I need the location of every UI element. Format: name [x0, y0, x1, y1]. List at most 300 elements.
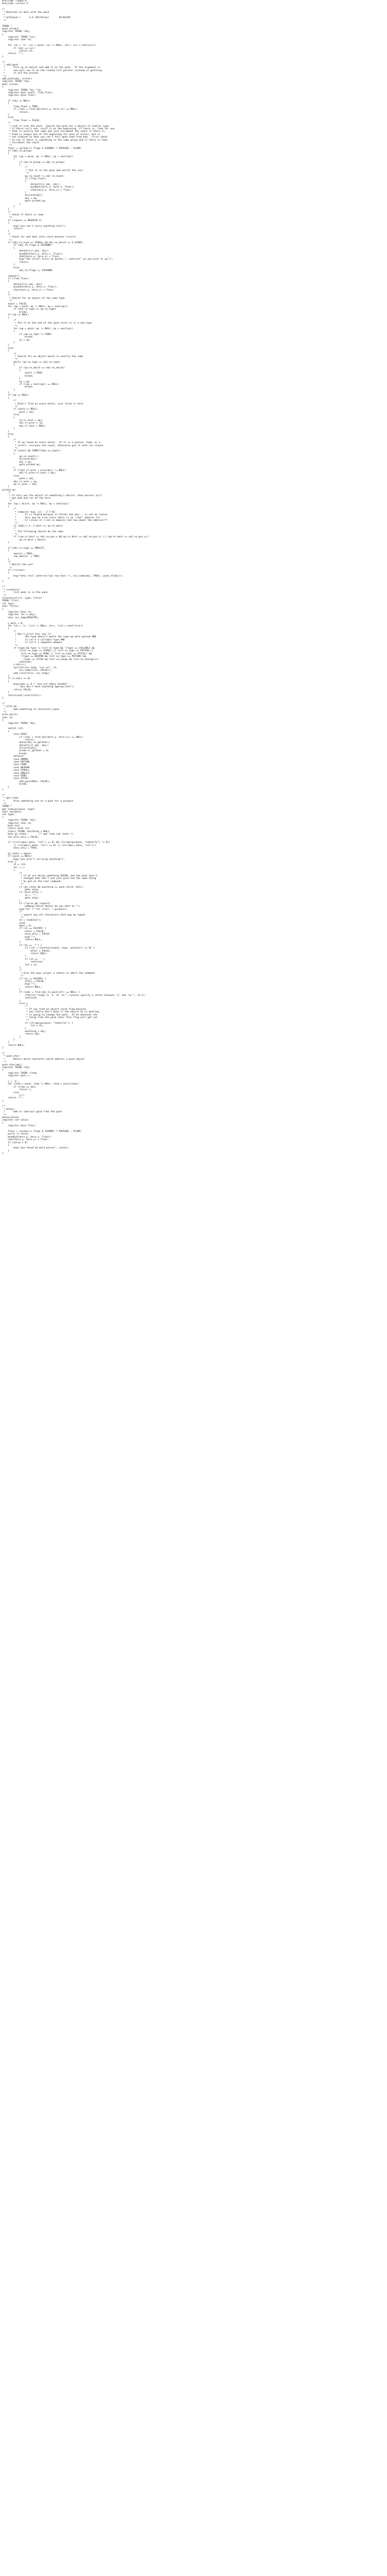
code-line: }	[2, 208, 9, 211]
code-line: skip:	[2, 922, 27, 925]
code-line: if ((ch = inventory(pack, type, purpose)) == 0) {	[2, 947, 95, 950]
code-line: ifterse("range is 'a' to '%c'","please specify a letter between 'a' and '%c'", ch-1);	[2, 994, 146, 997]
code-line: exact = FALSE;	[2, 302, 28, 306]
code-line: * Pick something out of a pack for a purpose	[2, 800, 74, 803]
code-line: * you really don't know if the object he is getting	[2, 1011, 99, 1014]
code-line: else	[2, 474, 20, 478]
code-line: byte och;	[2, 825, 21, 828]
code-line: /*	[2, 528, 16, 531]
code-line: }	[2, 230, 9, 233]
code-line: default:	[2, 755, 25, 758]
code-line: else	[2, 347, 14, 350]
code-line: }	[2, 1041, 9, 1044]
code-line: register byte c;	[2, 1075, 31, 1078]
code-line: register THING *cur;	[2, 36, 37, 39]
code-line: c++;	[2, 1094, 25, 1097]
code-line: * pick_up:	[2, 705, 18, 708]
code-line: * it off the ground.	[2, 72, 39, 75]
code-line: * is going to change the pack. If he detaches the	[2, 1013, 98, 1016]
code-line: * inventory:	[2, 588, 21, 591]
code-line: int type;	[2, 602, 15, 605]
code-line: /*	[2, 1053, 5, 1056]
code-line: if (exact && ISMULT(obj->o_type))	[2, 450, 61, 453]
code-line: */	[2, 19, 7, 22]
code-line: addmsg("which object do you want to ");	[2, 905, 81, 908]
code-line: wasthing = obj;	[2, 1030, 46, 1033]
code-line: sprintf(inv_temp, "%c) %s", ch,	[2, 666, 58, 669]
code-line: */	[2, 975, 24, 978]
code-line: get_item(purpose, type)	[2, 808, 35, 811]
code-line: msg("");	[2, 983, 37, 986]
code-line: THING *	[2, 805, 12, 808]
code-line: */	[2, 239, 12, 242]
code-line: * If we found an exact match. If it is a potion, food, or a	[2, 442, 100, 445]
code-line: * Check for and deal with scare monster scrolls	[2, 236, 76, 239]
code-line: * Notify the user	[2, 564, 33, 567]
code-line: /*	[2, 1105, 5, 1108]
code-line: pack = obj;	[2, 478, 35, 481]
code-line: register char ch;	[2, 822, 32, 825]
code-line: ch = lch;	[2, 863, 27, 867]
code-line: /*	[2, 319, 16, 322]
code-line: {	[2, 680, 9, 683]
code-line: }	[2, 392, 9, 395]
code-line: */	[2, 644, 18, 647]
code-line: return NULL;	[2, 986, 42, 989]
code-line: {	[2, 397, 9, 400]
code-line: list->o_type == RING || list->o_type == STICK)) &&	[2, 652, 92, 655]
code-line: register THING *op, *lp;	[2, 89, 42, 92]
code-line: gi_state = again;	[2, 852, 32, 855]
code-line: /*	[2, 1005, 28, 1008]
code-line: for (op = mlist; op != NULL; op = next(op))	[2, 502, 69, 505]
code-line: if (obj->o_type == AMULET)	[2, 547, 45, 550]
code-line: if ((obj = find_obj(hero.y, hero.x)) == NULL)	[2, 736, 83, 739]
code-line: * compiler bug: jjl - 2-7-83	[2, 511, 55, 514]
code-line: }	[2, 264, 15, 267]
code-line: }	[2, 1149, 9, 1153]
code-line: */	[2, 533, 18, 536]
code-line: }	[2, 999, 21, 1003]
code-line: pack = obj;	[2, 411, 35, 414]
code-line: msg("you found %d gold pieces", value);	[2, 1147, 69, 1150]
code-line: {	[2, 1144, 9, 1147]
code-line: }	[2, 202, 21, 206]
code-line: register byte ch;	[2, 611, 32, 614]
code-line: }	[2, 1153, 4, 1156]
code-line: /*	[2, 294, 11, 297]
code-line: * he got on the last command.	[2, 880, 62, 883]
code-line: #include "rogue.h"	[2, 0, 28, 3]
code-line: mvaddch(hero.y, hero.x, floor);	[2, 1136, 52, 1139]
code-line: char ch;	[2, 716, 14, 719]
code-line: }	[2, 1039, 15, 1042]
code-line: * changed then don't ask just give him the same thing	[2, 877, 96, 880]
code-line: * @(#)pack.c 3.6 (Berkeley) 81/04/04	[2, 16, 71, 20]
code-line: /*	[2, 438, 16, 442]
code-line: for (item = pack; item != NULL; item = next(item))	[2, 1083, 79, 1086]
code-line: goto picked_up;	[2, 200, 46, 203]
code-line: /*	[2, 872, 22, 875]
code-line: register byte floor;	[2, 1125, 37, 1128]
code-line: if (ch == ' ')	[2, 958, 45, 961]
code-line: }	[2, 989, 21, 992]
code-line: {	[2, 316, 9, 319]
code-line: * Put it in the pack and notify the user	[2, 169, 83, 172]
code-line: * The following should do the same	[2, 530, 63, 533]
code-line: case ARMOR:	[2, 758, 29, 761]
code-line: int once_only = FALSE;	[2, 836, 39, 839]
code-line: return;	[2, 738, 35, 741]
code-line: * Return which character would address a pack object	[2, 1058, 85, 1061]
code-line: || (strcmp(s_menu, "on") == 0) || (strcmp(s_menu, "sel")))	[2, 844, 96, 847]
code-line: if (op->o_which == obj->o_which)	[2, 366, 65, 369]
code-line: after = FALSE;	[2, 930, 45, 933]
code-line: continue;	[2, 660, 32, 664]
code-line: }	[2, 1036, 21, 1039]
code-line: add_pack(obj, silent)	[2, 77, 32, 80]
code-line: for (op = pack; op != NULL; op = next(op))	[2, 305, 68, 308]
code-line: }	[2, 955, 27, 958]
code-line: once_only = TRUE;	[2, 847, 38, 850]
code-line: lp = op;	[2, 338, 31, 342]
code-line: */	[2, 711, 7, 714]
code-line: return NULL;	[2, 1044, 25, 1047]
code-line: add_pack(NULL, FALSE);	[2, 780, 51, 783]
code-line: */	[2, 916, 24, 919]
code-line: {	[2, 608, 4, 611]
code-line: THING *	[2, 25, 12, 28]
code-line: */	[2, 1061, 7, 1064]
code-line: register byte floor;	[2, 94, 37, 97]
code-line: exact = TRUE;	[2, 372, 44, 375]
code-line: once_only = FALSE;	[2, 933, 51, 936]
code-line: if (gi_state && wasthing == pack_ch(ch, 0ch))	[2, 886, 83, 889]
code-line: */	[2, 1113, 7, 1116]
code-line: floor = (proom->r_flags & ISGONE) ? PASSAGE : FLOOR;	[2, 147, 82, 150]
code-line: * this may be true since there is no "real" address for	[2, 516, 100, 519]
code-line: {	[2, 730, 9, 733]
code-line: * increment the count.	[2, 141, 41, 144]
code-line: detach(lvl_obj, obj);	[2, 283, 44, 286]
code-line: * add_pack:	[2, 63, 20, 66]
code-line: */	[2, 405, 18, 409]
code-line: register THING *obj;	[2, 30, 31, 33]
code-line: }	[2, 205, 15, 208]
code-line: {	[2, 180, 27, 183]
code-line: if (ch == ESCAPE) {	[2, 977, 46, 980]
code-line: {	[2, 33, 4, 36]
code-line: /*	[2, 630, 16, 633]
code-line: * it (since it's not in memory) but how about the address???	[2, 519, 108, 522]
code-line: return(end_line(title));	[2, 694, 42, 697]
code-line: if (obj->o_type == op->o_type)	[2, 308, 57, 311]
code-line: }	[2, 788, 4, 791]
code-line: if (from_floor)	[2, 178, 46, 180]
code-line: saw_amulet = TRUE;	[2, 555, 41, 558]
code-line: char *purpose;	[2, 811, 22, 814]
code-line: after = FALSE;	[2, 980, 45, 983]
code-line: if (op == NULL)	[2, 394, 29, 397]
code-line: if (obj->o_group)	[2, 150, 32, 153]
code-line: if ((obj = find_obj(hero.y, hero.x)) == NULL)	[2, 108, 78, 111]
code-line: }	[2, 786, 9, 789]
code-line: * the type doesn't match the type we were passed AND	[2, 636, 96, 639]
code-line: if (!silent)	[2, 569, 25, 572]
code-line: continue;	[2, 997, 38, 1000]
code-line: if (item == obj)	[2, 1086, 37, 1089]
code-line: * Didn't find an exact match, just stick it here	[2, 402, 83, 405]
code-line: op->o_count++;	[2, 455, 39, 459]
code-line: chat(hero.y, hero.x) = floor;	[2, 255, 61, 258]
code-line: break;	[2, 375, 33, 378]
code-line: if ((obj = find_obj_in_pack(ch)) == NULL) {	[2, 991, 81, 994]
code-line: * get mad and run at the hero	[2, 497, 51, 500]
code-line: {	[2, 719, 4, 722]
code-line: op->l_prev = obj;	[2, 483, 38, 486]
code-line: static THING *wasthing = NULL;	[2, 830, 51, 833]
code-line: msg("you can't carry anything else");	[2, 225, 66, 228]
code-line: lch = ch;	[2, 963, 38, 967]
code-line: pack_ch(obj)	[2, 27, 20, 30]
code-line: for (op = pack; op != NULL; op = next(op))	[2, 328, 74, 331]
code-line: {	[2, 436, 9, 439]
code-line: {	[2, 164, 21, 167]
code-line: /*	[2, 911, 22, 914]
code-line: }	[2, 1099, 4, 1103]
code-line: case RING:	[2, 774, 28, 777]
code-line: static byte lch;	[2, 827, 31, 831]
code-line: {	[2, 452, 15, 455]
code-line: if (obj == NULL)	[2, 100, 31, 103]
code-line: }	[2, 378, 21, 381]
code-line: */	[2, 566, 12, 569]
source-code-listing	[2, 0, 387, 1156]
code-line: break;	[2, 783, 28, 786]
code-line: */	[2, 358, 18, 361]
code-line: else	[2, 414, 20, 417]
code-line: * Add something to characters pack.	[2, 708, 61, 711]
code-line: ch = readchar();	[2, 919, 42, 922]
code-line: return '?';	[2, 53, 24, 56]
code-line: }	[2, 691, 9, 694]
code-line: ch = '*';	[2, 894, 38, 897]
code-line: {	[2, 247, 15, 250]
code-line: picked_up:	[2, 488, 16, 492]
code-line: case STICK:	[2, 777, 29, 781]
code-line: * Link it into the pack. Search the pack for a object of similar type	[2, 125, 109, 128]
code-line: after = FALSE;	[2, 950, 51, 953]
code-line: msg("the scroll turns to dust%s.", noterse(" as you pick it up"));	[2, 258, 113, 261]
code-line: * not ordered so that you can't tell good food from bad. First check	[2, 136, 108, 139]
code-line: msg("%s? (* for list): ",purpose);	[2, 908, 68, 911]
code-line: * Don't print this one if:	[2, 633, 52, 636]
code-line: mvaddch(hero.y, hero.x, floor);	[2, 286, 58, 289]
code-line: floor = (proom->r_flags & ISGONE) ? PASSAGE : FLOOR;	[2, 1130, 82, 1133]
code-line: obj->o_flags |= ISFOUND;	[2, 269, 54, 272]
code-line: lch = ch;	[2, 1025, 44, 1028]
code-line: discard(obj);	[2, 458, 38, 461]
code-line: if (pack == NULL)	[2, 855, 32, 858]
code-line: return;	[2, 228, 24, 231]
code-line: * Search for an object of the same type	[2, 297, 65, 300]
code-line: case FOOD:	[2, 764, 28, 767]
code-line: chat(hero.y, hero.x) = floor;	[2, 189, 72, 192]
code-line: }	[2, 292, 9, 295]
code-line: obj->l_next = NULL;	[2, 425, 46, 428]
code-line: if (type && type != list->o_type && !(type == CALLABLE &&	[2, 647, 95, 650]
code-line: }	[2, 430, 9, 433]
code-line: obj = op;	[2, 461, 32, 464]
code-line: register int n_objs;	[2, 614, 37, 617]
code-line: return NULL;	[2, 952, 48, 955]
code-line: inpack++;	[2, 275, 21, 278]
code-line: proom->r_goldval = 0;	[2, 750, 49, 753]
code-line: {	[2, 152, 9, 156]
code-line: * Give the poor player a chance to abort the command	[2, 972, 95, 975]
code-line: * Search for an object which is exactly the same	[2, 355, 83, 358]
code-line: */	[2, 1019, 29, 1022]
code-line: /*	[2, 969, 22, 972]
code-line: * It is stupid because it thinks the obj... is not an lvalue	[2, 514, 108, 517]
code-line: op->o_count += obj->o_count;	[2, 175, 65, 178]
code-line: char inv_temp[MAXSTR];	[2, 616, 39, 619]
code-line: if (pack == NULL)	[2, 408, 38, 411]
code-line: {	[2, 350, 9, 353]
code-line: }	[2, 541, 9, 545]
code-line: */	[2, 522, 18, 525]
code-line: * ignore any alt characters that may be typed	[2, 913, 85, 917]
code-line: if (obj->o_flags & ISFOUND)	[2, 244, 52, 247]
code-line: if (from_floor)	[2, 278, 29, 281]
code-line: */	[2, 883, 24, 886]
code-line: if (op->o_group == obj->o_group)	[2, 161, 65, 164]
code-line: pick_up(ch)	[2, 714, 18, 717]
code-line: purse += value;	[2, 1133, 29, 1136]
code-line: {	[2, 869, 15, 872]
code-line: !(type == WEAPON && list->o_type == POTION) &&	[2, 655, 86, 658]
code-line: mvaddch(hero.y, hero.x, floor);	[2, 186, 75, 189]
code-line: /*	[2, 492, 11, 495]
code-line: {	[2, 280, 9, 283]
code-line: register bool exact, from_floor;	[2, 91, 54, 94]
code-line: if (op->o_type != FOOD)	[2, 333, 52, 336]
code-line: detach(lvl_obj, obj);	[2, 250, 49, 253]
code-line: obj->l_prev = lp;	[2, 422, 44, 425]
code-line: * money:	[2, 1108, 15, 1111]
code-line: goto picked_up;	[2, 464, 41, 467]
code-line: if (obj->o_type == SCROLL && obj->o_which == S_SCARE)	[2, 241, 83, 244]
code-line: * list what is in the pack	[2, 591, 48, 595]
code-line: {	[2, 572, 9, 575]
code-line: else	[2, 433, 14, 436]
code-line: * Put it at the end of the pack since it is a new type	[2, 322, 92, 325]
code-line: register THING *obj;	[2, 819, 37, 822]
code-line: }	[2, 388, 15, 392]
code-line: * if we are doing something AGAIN, and the pack hasn't	[2, 875, 98, 878]
code-line: op->t_dest = &hero;	[2, 538, 46, 541]
code-line: }	[2, 55, 4, 58]
code-line: mvaddch(hero.y, hero.x, floor);	[2, 252, 63, 256]
code-line: obj->l_next = op;	[2, 480, 38, 483]
code-line: char *title;	[2, 605, 20, 608]
code-line: * it isn't a callable type AND	[2, 638, 65, 641]
code-line: * if there isn't one, stuff it at the beginning, if there is, look for one	[2, 127, 115, 130]
code-line: }	[2, 486, 9, 489]
code-line: * Add or subtract gold from the pack	[2, 1111, 62, 1114]
code-line: case SCROLL:	[2, 769, 31, 772]
code-line: chat(hero.y, hero.x) = floor;	[2, 289, 55, 292]
code-line: */	[2, 75, 7, 78]
code-line: msg("%s%s (%c)",noterse("you now have "), inv_name(obj, TRUE), pack_ch(obj));	[2, 574, 124, 578]
code-line: /*	[2, 586, 5, 589]
code-line: {	[2, 1069, 4, 1072]
code-line: msg("you aren't carrying anything");	[2, 858, 65, 861]
code-line: int type;	[2, 814, 15, 817]
code-line: /*	[2, 508, 16, 511]
code-line: {	[2, 86, 4, 89]
code-line: register char ch;	[2, 39, 32, 42]
code-line: for (op = pack; op != NULL; op = next(op))	[2, 155, 74, 158]
code-line: for (ch = 'a'; list != NULL; ch++, list = next(list))	[2, 624, 83, 628]
code-line: return c;	[2, 1089, 32, 1092]
code-line: */	[2, 325, 18, 328]
code-line: obj->l_prev->l_next = obj;	[2, 472, 57, 475]
code-line: msg(type == 0 ? "you are empty handed" :	[2, 683, 71, 686]
code-line: else	[2, 266, 20, 269]
code-line: /*	[2, 122, 11, 125]
code-line: }	[2, 428, 15, 431]
code-line: lp = op;	[2, 380, 31, 383]
code-line: while (op->o_type == obj->o_type)	[2, 361, 61, 364]
code-line: detach(lvl_obj, obj);	[2, 183, 61, 186]
code-line: * thing from the pack later this flag will get set.	[2, 1016, 99, 1019]
code-line: {	[2, 158, 15, 161]
code-line: goto skip;	[2, 897, 39, 900]
code-line: }	[2, 114, 9, 117]
code-line: /*	[2, 8, 5, 11]
code-line: }	[2, 1027, 27, 1030]
code-line: return obj;	[2, 1033, 41, 1036]
code-line: switch (ch)	[2, 727, 24, 731]
code-line: case WEAPON:	[2, 766, 31, 769]
code-line: from_floor = TRUE;	[2, 105, 39, 108]
code-line: n_objs++;	[2, 664, 27, 667]
code-line: {	[2, 416, 15, 419]
code-line: /*	[2, 561, 11, 564]
code-line: else {	[2, 861, 16, 864]
code-line: byte gi_state; /* get item sub state */	[2, 833, 74, 836]
code-line: */	[2, 802, 7, 805]
code-line: {	[2, 816, 4, 819]
code-line: {	[2, 628, 9, 631]
code-line: return;	[2, 111, 29, 114]
code-line: if ((obj->l_prev = prev(op)) != NULL)	[2, 469, 66, 472]
code-line: */	[2, 144, 12, 147]
code-line: */	[2, 172, 29, 175]
code-line: mpos = 0;	[2, 925, 32, 928]
code-line: money(obj->o_goldval);	[2, 741, 51, 744]
code-line: /*	[2, 211, 11, 214]
code-line: if (op == NULL)	[2, 314, 29, 317]
code-line: case AMULET:	[2, 772, 31, 775]
code-line: break;	[2, 336, 33, 339]
code-line: THING *list;	[2, 600, 20, 603]
code-line: }	[2, 900, 21, 903]
code-line: }	[2, 342, 15, 345]
code-line: /*	[2, 166, 28, 170]
code-line: * scroll, increase the count, otherwise put it with its clones.	[2, 444, 105, 447]
